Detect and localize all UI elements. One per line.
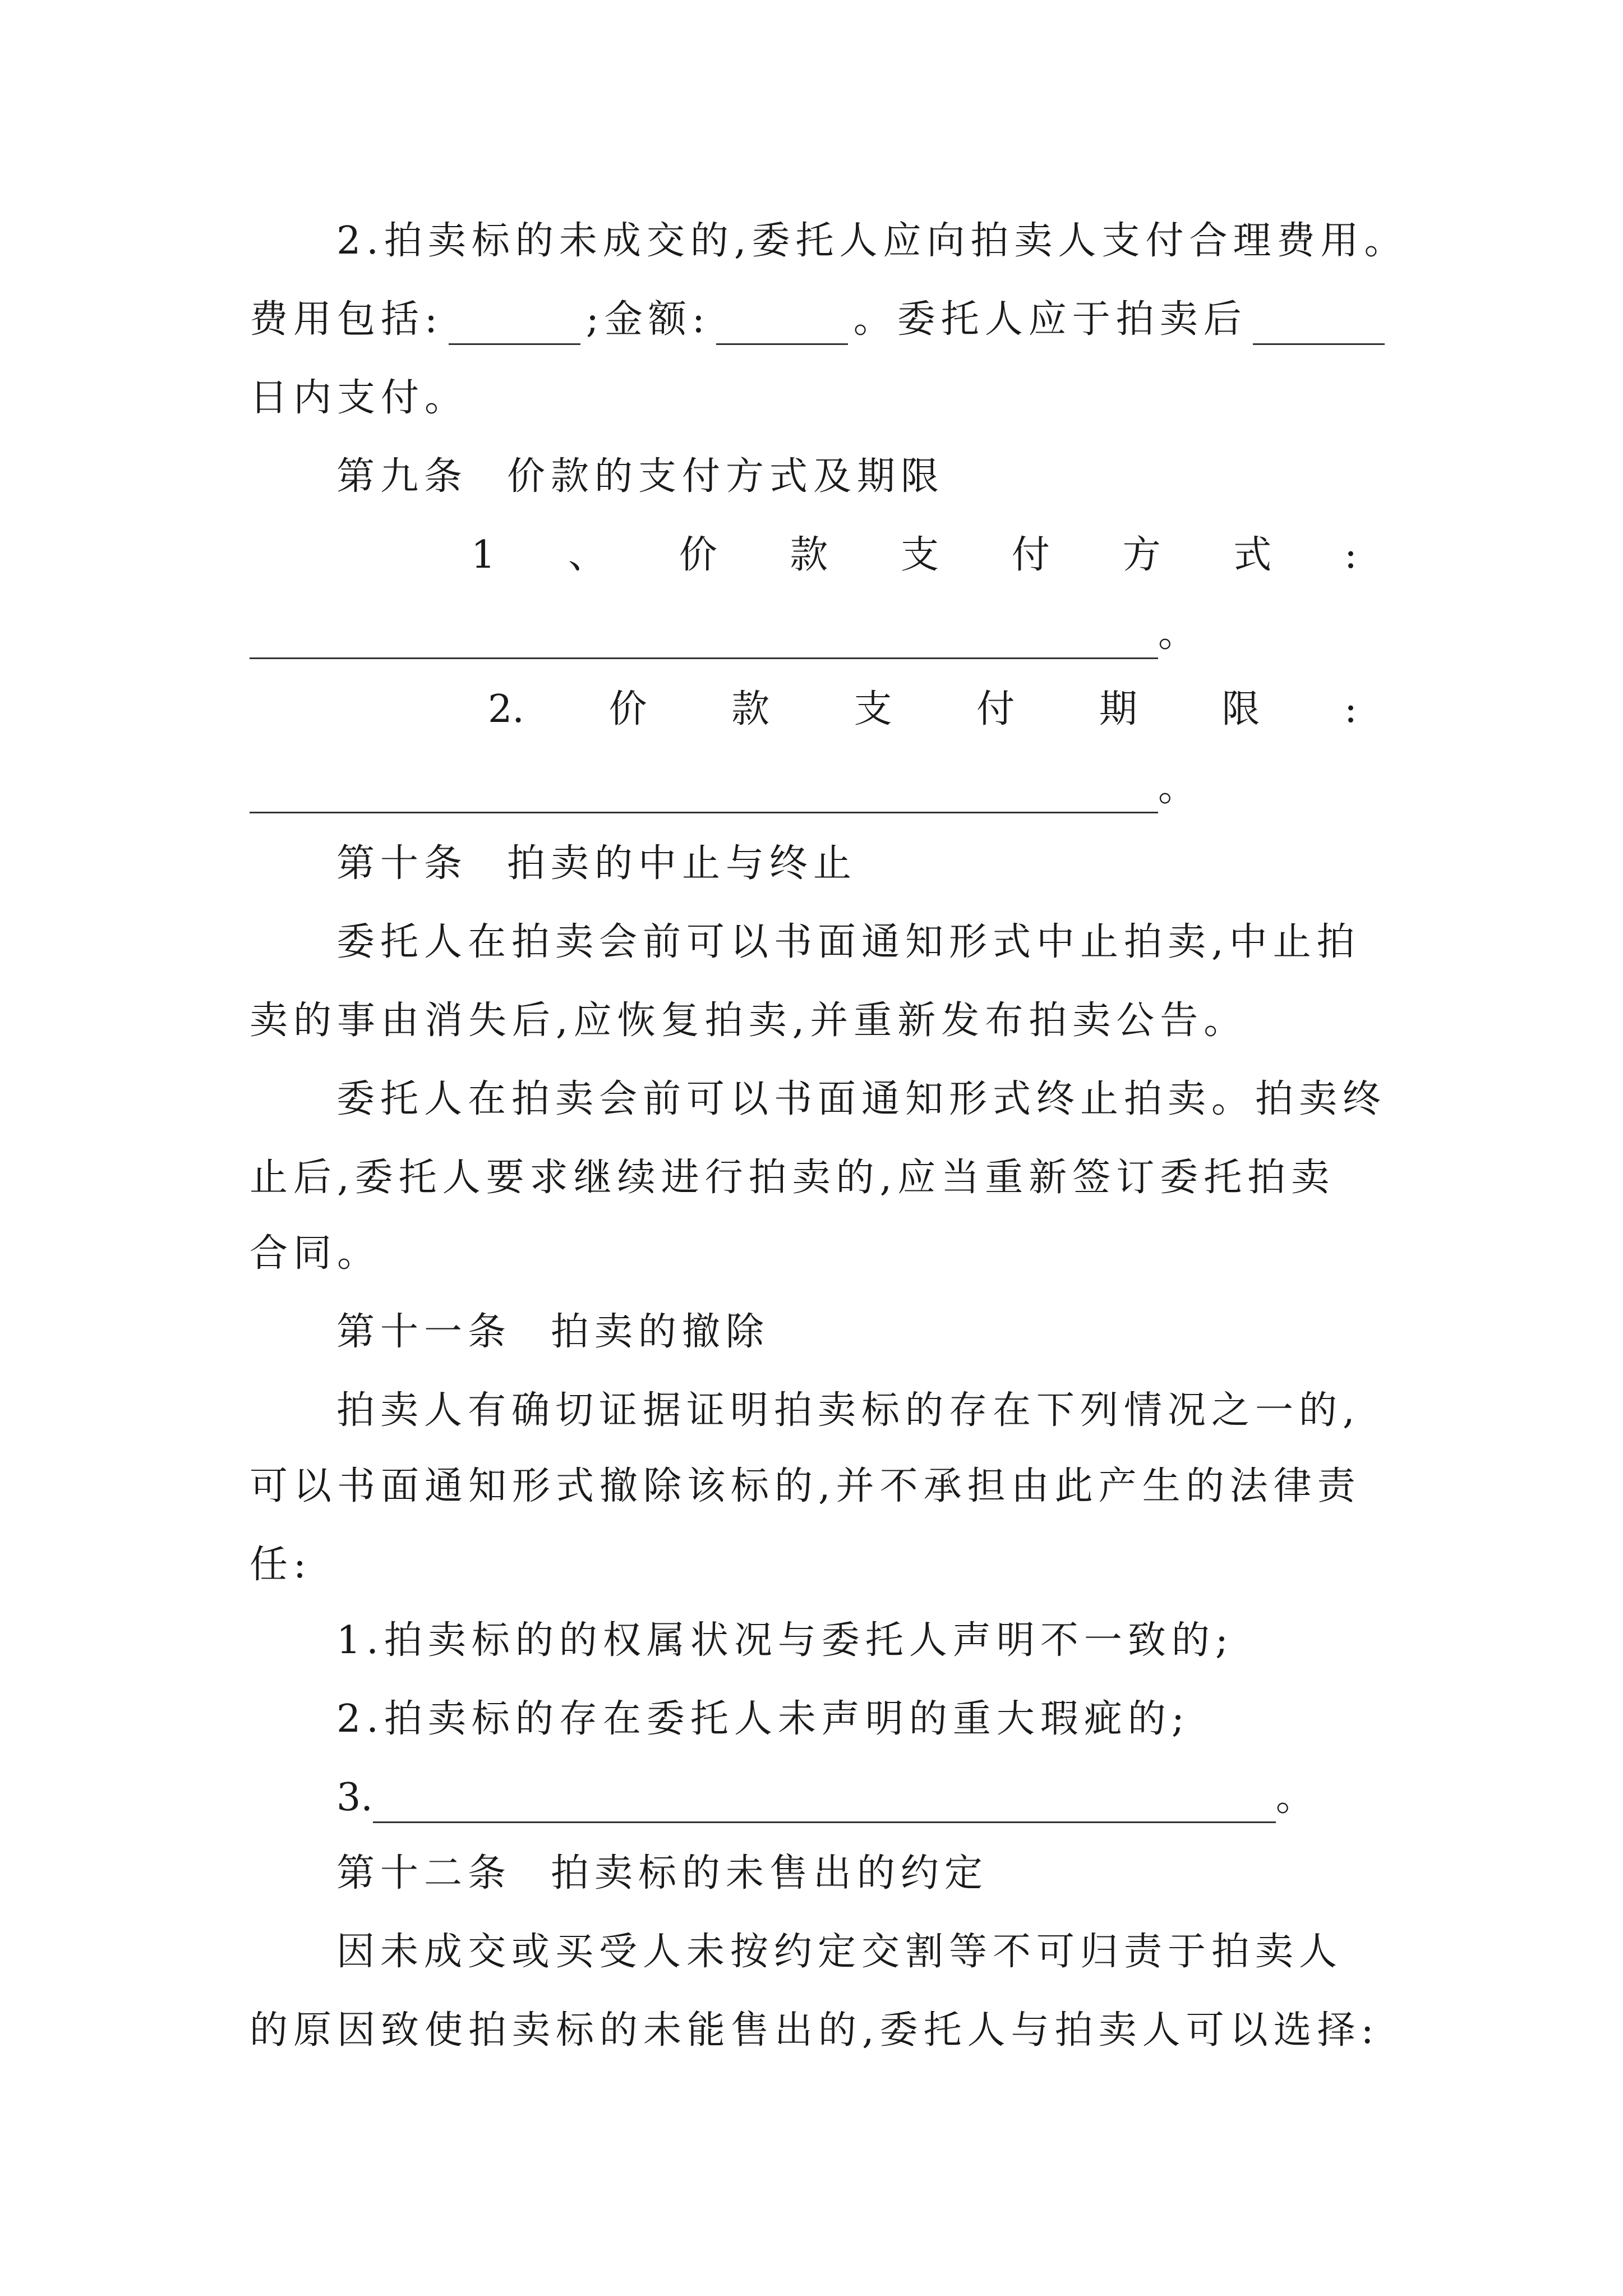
sec11-title: 拍卖的撤除: [551, 1310, 770, 1354]
sec8-item2-line1: 2.拍卖标的未成交的,委托人应向拍卖人支付合理费用。: [336, 219, 1408, 263]
sec9-item1-blank-line[interactable]: [250, 609, 1196, 659]
sec11-p1-line1: 拍卖人有确切证据证明拍卖标的存在下列情况之一的,: [336, 1388, 1361, 1433]
sec9-title: 价款的支付方式及期限: [507, 454, 945, 499]
sec12-title: 拍卖标的未售出的约定: [551, 1851, 989, 1895]
sec10-p1-line2: 卖的事由消失后,应恢复拍卖,并重新发布拍卖公告。: [250, 999, 1248, 1043]
pay-after-label: 。委托人应于拍卖后: [853, 297, 1247, 342]
sec11-item3[interactable]: [336, 1773, 1314, 1823]
sec11-item2: 2.拍卖标的存在委托人未声明的重大瑕疵的;: [336, 1697, 1190, 1741]
sec10-p2-line3: 合同。: [250, 1231, 381, 1276]
sec12-p1-line2: 的原因致使拍卖标的未能售出的,委托人与拍卖人可以选择:: [250, 2008, 1380, 2053]
sec11-item3-end: 。: [1275, 1775, 1314, 1820]
fee-blank[interactable]: [449, 309, 580, 345]
fee-label: 费用包括:: [250, 297, 443, 342]
sec9-item2-end: 。: [1158, 766, 1197, 810]
sec9-item2-blank-line[interactable]: [250, 763, 1196, 813]
sec12-number: 第十二条: [336, 1851, 512, 1895]
sec9-heading: [336, 452, 1438, 502]
sec8-item2-line3: 日内支付。: [250, 376, 469, 420]
sec11-item3-number: 3.: [336, 1775, 373, 1820]
sec9-item1-end: 。: [1158, 611, 1197, 656]
amount-label: ;金额:: [585, 297, 711, 342]
sec10-p1-line1: 委托人在拍卖会前可以书面通知形式中止拍卖,中止拍: [336, 920, 1361, 964]
sec9-item1-label: 1 、 价 款 支 付 方 式 :: [471, 533, 1357, 577]
sec10-title: 拍卖的中止与终止: [507, 841, 857, 886]
sec11-p1-line2: 可以书面通知形式撤除该标的,并不承担由此产生的法律责: [250, 1464, 1361, 1508]
amount-blank[interactable]: [716, 309, 848, 345]
sec11-number: 第十一条: [336, 1310, 512, 1354]
sec11-heading: [336, 1307, 1438, 1358]
sec10-heading: [336, 839, 1438, 889]
sec11-item1: 1.拍卖标的的权属状况与委托人声明不一致的;: [336, 1618, 1234, 1663]
sec10-number: 第十条: [336, 841, 468, 886]
sec12-p1-line1: 因未成交或买受人未按约定交割等不可归责于拍卖人: [336, 1930, 1343, 1974]
sec9-number: 第九条: [336, 454, 468, 499]
sec8-item2-line2: [250, 295, 1438, 345]
sec10-p2-line2: 止后,委托人要求继续进行拍卖的,应当重新签订委托拍卖: [250, 1156, 1335, 1200]
days-blank[interactable]: [1253, 309, 1385, 345]
sec12-heading: [336, 1848, 1438, 1899]
sec11-p1-line3: 任:: [250, 1543, 312, 1587]
sec10-p2-line1: 委托人在拍卖会前可以书面通知形式终止拍卖。拍卖终: [336, 1077, 1387, 1121]
sec9-item2-label: 2. 价 款 支 付 期 限 :: [488, 687, 1357, 731]
